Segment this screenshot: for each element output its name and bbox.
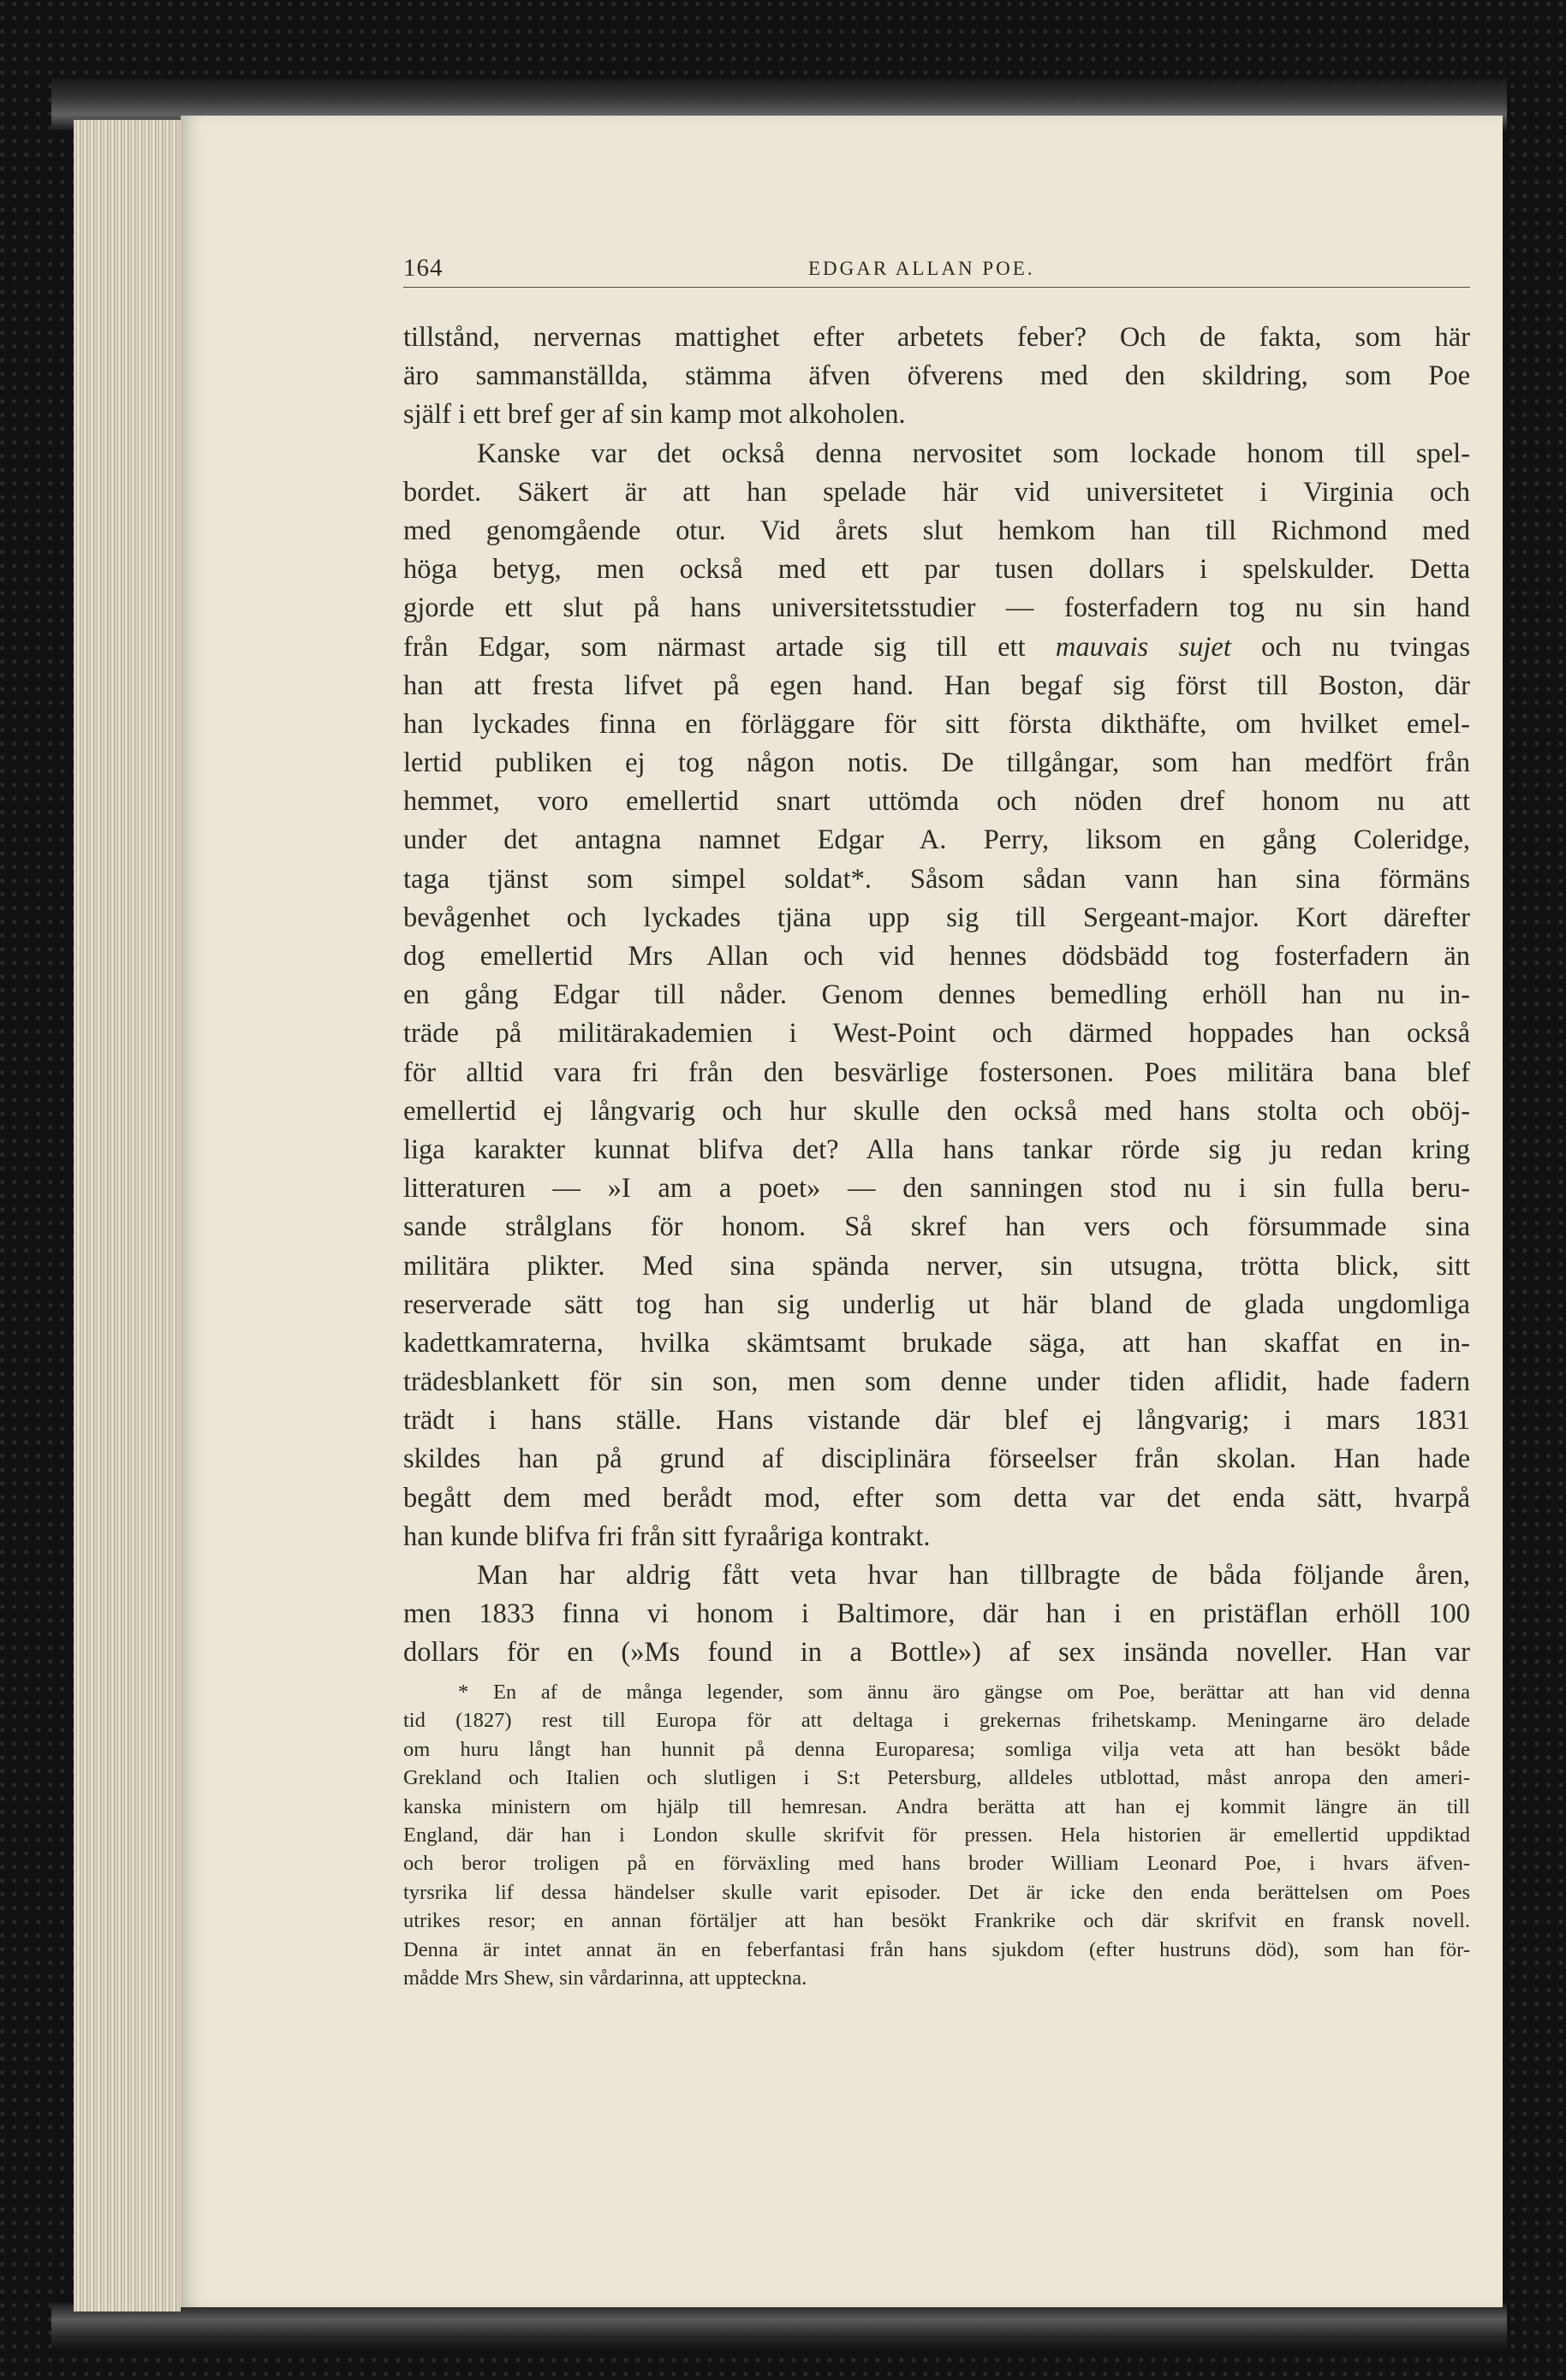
footnote-line: mådde Mrs Shew, sin vårdarinna, att uppteckna. [403,1966,807,1990]
text-line: dollars för en (»Ms found in a Bottle») af sex insända noveller. Han var [403,1637,1470,1669]
text-line: han kunde blifva fri från sitt fyraåriga kontrakt. [403,1520,931,1552]
text-line: lertid publiken ej tog någon notis. De tillgångar, som han medfört från [403,747,1470,779]
running-title: EDGAR ALLAN POE. [808,258,1035,279]
text-line: höga betyg, men också med ett par tusen dollars i spelskulder. Detta [403,554,1470,586]
footnote-line: och beror troligen på en förväxling med hans broder William Leonard Poe, i hvars äfven- [403,1852,1470,1876]
footnote-line: Denna är intet annat än en feberfantasi från hans sjukdom (efter hustruns död), som han för- [403,1937,1470,1961]
text-line: kadettkamraterna, hvilka skämtsamt brukade säga, att han skaffat en in- [403,1327,1470,1359]
footnote-line: * En af de många legender, som ännu äro gängse om Poe, berättar att han vid denna [458,1681,1470,1704]
text-line: en gång Edgar till nåder. Genom dennes bemedling erhöll han nu in- [403,979,1470,1011]
footnote-line: Grekland och Italien och slutligen i S:t Petersburg, alldeles utblottad, måst anropa den ameri- [403,1766,1470,1790]
text-line: men 1833 finna vi honom i Baltimore, där han i en pristäflan erhöll 100 [403,1598,1470,1630]
text-line: tillstånd, nervernas mattighet efter arbetets feber? Och de fakta, som här [403,322,1470,353]
text-line: med genomgående otur. Vid årets slut hemkom han till Richmond med [403,515,1470,546]
text-segment: och nu tvingas [1230,631,1470,663]
footnote-line: utrikes resor; en annan förtäljer att han besökt Frankrike och där skrifvit en fransk novell. [403,1909,1470,1933]
text-line: liga karakter kunnat blifva det? Alla hans tankar rörde sig ju redan kring [403,1133,1470,1165]
text-line: reserverade sätt tog han sig underlig ut här bland de glada ungdomliga [403,1288,1470,1320]
text-line: trädt i hans ställe. Hans vistande där blef ej långvarig; i mars 1831 [403,1405,1470,1437]
text-line: dog emellertid Mrs Allan och vid hennes dödsbädd tog fosterfadern än [403,941,1470,972]
text-line: Kanske var det också denna nervositet som lockade honom till spel- [477,437,1470,469]
text-line: sande strålglans för honom. Så skref han vers och försummade sina [403,1211,1470,1243]
text-line: äro sammanställda, stämma äfven öfverens med den skildring, som Poe [403,360,1470,392]
text-line: han lyckades finna en förläggare för sitt första dikthäfte, om hvilket emel- [403,708,1470,740]
text-line: under det antagna namnet Edgar A. Perry, liksom en gång Coleridge, [403,824,1470,856]
body-text [403,318,1470,1673]
text-line: bordet. Säkert är att han spelade här vid universitetet i Virginia och [403,476,1470,508]
text-line: Man har aldrig fått veta hvar han tillbragte de båda följande åren, [477,1560,1470,1591]
footnote-line: tyrsrika lif dessa händelser skulle varit episoder. Det är icke den enda berättelsen om Poes [403,1880,1470,1904]
text-line-with-italic [403,628,1470,667]
footnote-line: kanska ministern om hjälp till hemresan. Andra berätta att han ej kommit längre än till [403,1794,1470,1818]
italic-phrase: mauvais sujet [1055,631,1231,663]
text-line: bevågenhet och lyckades tjäna upp sig till Sergeant-major. Kort därefter [403,901,1470,933]
text-line: skildes han på grund af disciplinära förseelser från skolan. Han hade [403,1443,1470,1475]
text-line: litteraturen — »I am a poet» — den sanningen stod nu i sin fulla beru- [403,1173,1470,1205]
text-line: gjorde ett slut på hans universitetsstudier — fosterfadern tog nu sin hand [403,592,1470,624]
text-line: han att fresta lifvet på egen hand. Han begaf sig först till Boston, där [403,669,1470,701]
footnote [403,1678,1470,1992]
text-line: hemmet, voro emellertid snart uttömda och nöden dref honom nu att [403,786,1470,818]
page-number: 164 [403,254,444,282]
text-line: militära plikter. Med sina spända nerver, sin utsugna, trötta blick, sitt [403,1250,1470,1282]
running-head [403,253,1470,288]
text-line: själf i ett bref ger af sin kamp mot alkoholen. [403,399,906,431]
text-line: taga tjänst som simpel soldat*. Såsom sådan vann han sina förmäns [403,863,1470,895]
text-line: emellertid ej långvarig och hur skulle den också med hans stolta och oböj- [403,1095,1470,1127]
text-line: trädesblankett för sin son, men som denne under tiden aflidit, hade fadern [403,1366,1470,1398]
text-line: begått dem med berådt mod, efter som detta var det enda sätt, hvarpå [403,1482,1470,1514]
text-segment: från Edgar, som närmast artade sig till ett [403,631,1056,663]
text-line: för alltid vara fri från den besvärlige fostersonen. Poes militära bana blef [403,1056,1470,1088]
book-bottom-edge [51,2303,1507,2350]
footnote-line: England, där han i London skulle skrifvit för pressen. Hela historien är emellertid uppdiktad [403,1823,1470,1847]
footnote-line: tid (1827) rest till Europa för att deltaga i grekernas frihetskamp. Meningarne äro delade [403,1709,1470,1733]
footnote-line: om huru långt han hunnit på denna Europaresa; somliga vilja veta att han besökt både [403,1737,1470,1761]
page-stack-edge [74,120,181,2312]
text-line: träde på militärakademien i West-Point och därmed hoppades han också [403,1018,1470,1050]
